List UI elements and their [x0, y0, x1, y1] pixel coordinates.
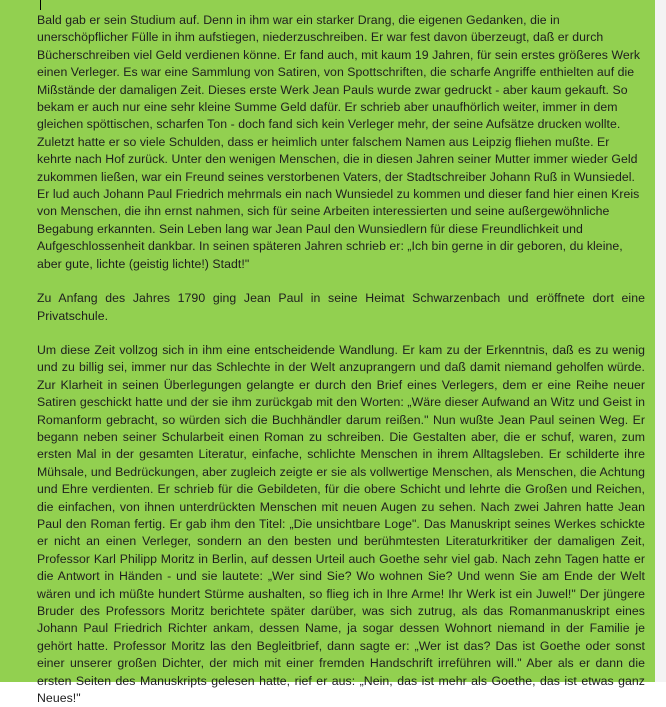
window-edge: [655, 0, 666, 682]
paragraph-wandlung: Um diese Zeit vollzog sich in ihm eine entscheidende Wandlung. Er kam zu der Erkenntnis, daß es zu wenig und zu billig sei, immer nur das Schlechte in der Welt anzuprangern und daß damit niemand geholfen würde. Zur Klarheit in seinen Überlegungen gelangte er durch den Brief eines Verlegers, dem er eine Reihe neuer Satiren geschickt hatte und der sie ihm zurückgab mit den Worten: „Wäre dieser Aufwand an Witz und Geist in Romanform gebracht, so würden sich die Buchhändler darum reißen." Nun wußte Jean Paul seinen Weg. Er begann neben seiner Schularbeit einen Roman zu schreiben. Die Gestalten aber, die er schuf, waren, zum ersten Mal in der gesamten Literatur, einfache, schlichte Menschen in ihrem Alltagsleben. Er schilderte ihre Mühsale, und Bedrückungen, aber zugleich zeigte er sie als vollwertige Menschen, als Menschen, die Achtung und Ehre verdienten. Er schrieb für die Gebildeten, für die obere Schicht und lehrte die Großen und Reichen, die einfachen, von ihnen unterdrückten Menschen mit neuen Augen zu sehen. Nach zwei Jahren hatte Jean Paul den Roman fertig. Er gab ihm den Titel: „Die unsichtbare Loge". Das Manuskript seines Werkes schickte er nicht an einen Verleger, sondern an den besten und berühmtesten Literaturkritiker der damaligen Zeit, Professor Karl Philipp Moritz in Berlin, auf dessen Urteil auch Goethe sehr viel gab. Nach zehn Tagen hatte er die Antwort in Händen - und sie lautete: „Wer sind Sie? Wo wohnen Sie? Und wenn Sie am Ende der Welt wären und ich müßte hundert Stürme aushalten, so flieg ich in Ihre Arme! Ihr Werk ist ein Juwel!" Der jüngere Bruder des Professors Moritz berichtete später darüber, was sich zutrug, als das Romanmanuskript eines Johann Paul Friedrich Richter ankam, dessen Name, ja sogar dessen Wohnort niemand in der Familie je gehört hatte. Professor Moritz las den Begleitbrief, dann sagte er: „Wer ist das? Das ist Goethe oder sonst einer unserer großen Dichter, der mich mit einer fremden Handschrift irreführen will." Aber als er dann die ersten Seiten des Manuskripts gelesen hatte, rief er aus: „Nein, das ist mehr als Goethe, das ist etwas ganz Neues!": [37, 342, 645, 706]
paragraph-privatschule: Zu Anfang des Jahres 1790 ging Jean Paul in seine Heimat Schwarzenbach und eröffnete dort eine Privatschule.: [37, 291, 645, 323]
paragraph-studium: Bald gab er sein Studium auf. Denn in ihm war ein starker Drang, die eigenen Gedanken, die in unerschöpflicher Fülle in ihm aufstiegen, niederzuschreiben. Er war fest davon überzeugt, daß er durch Bücherschreiben viel Geld verdienen könne. Er fand auch, mit kaum 19 Jahren, für sein erstes größeres Werk einen Verleger. Es war eine Sammlung von Satiren, von Spottschriften, die scharfe Angriffe enthielten auf die Mißstände der damaligen Zeit. Dieses erste Werk Jean Pauls wurde zwar gedruckt - aber kaum gekauft. So bekam er auch nur eine sehr kleine Summe Geld dafür. Er schrieb aber unaufhörlich weiter, immer in dem gleichen spöttischen, scharfen Ton - doch fand sich kein Verleger mehr, der seine Aufsätze drucken wollte. Zuletzt hatte er so viele Schulden, dass er heimlich unter falschem Namen aus Leipzig fliehen mußte. Er kehrte nach Hof zurück. Unter den wenigen Menschen, die in diesen Jahren seiner Mutter immer wieder Geld zukommen ließen, war ein Freund seines verstorbenen Vaters, der Stadtschreiber Johann Ruß in Wunsiedel. Er lud auch Johann Paul Friedrich mehrmals ein nach Wunsiedel zu kommen und dieser fand hier einen Kreis von Menschen, die ihn ernst nahmen, sich für seine Arbeiten interessierten und seine außergewöhnliche Begabung erkannten. Sein Leben lang war Jean Paul den Wunsiedlern für diese Freundlichkeit und Aufgeschlossenheit dankbar. In seinen späteren Jahren schrieb er: „Ich bin gerne in dir geboren, du kleine, aber gute, lichte (geistig lichte!) Stadt!": [37, 13, 641, 271]
text-cursor: [40, 0, 41, 10]
